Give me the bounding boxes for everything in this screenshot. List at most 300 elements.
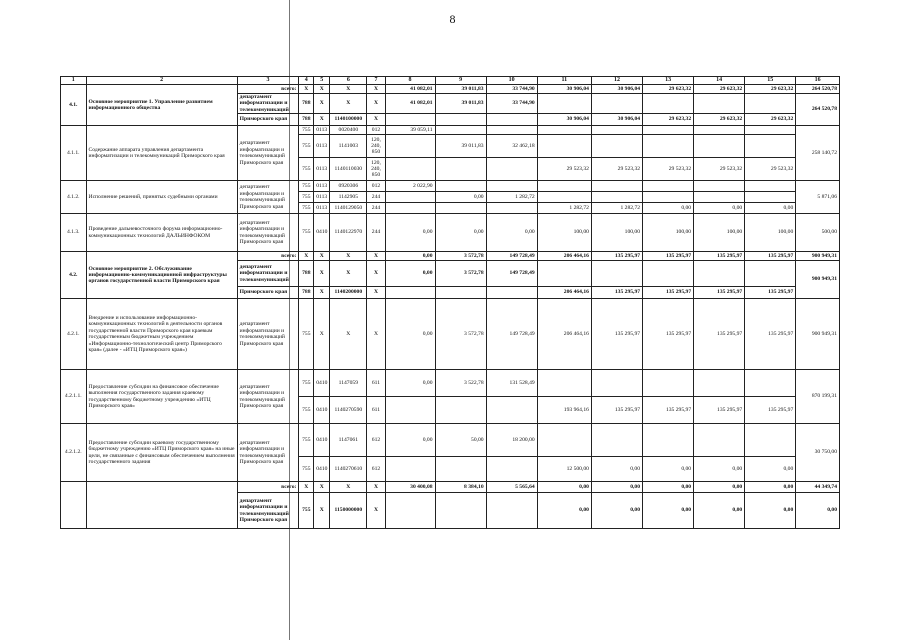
col-header: 9 xyxy=(435,77,486,85)
cell xyxy=(643,192,694,203)
cell xyxy=(486,457,537,482)
cell: 3 572,78 xyxy=(435,261,486,287)
cell: 755 xyxy=(299,126,314,135)
cell xyxy=(591,135,642,158)
cell: 264 520,78 xyxy=(796,93,840,125)
cell: 870 199,31 xyxy=(796,370,840,424)
cell: 788 xyxy=(299,261,314,287)
cell xyxy=(643,93,694,113)
cell: 29 523,32 xyxy=(643,158,694,181)
cell xyxy=(643,370,694,397)
col-header: 1 xyxy=(61,77,87,85)
cell: 131 528,49 xyxy=(486,370,537,397)
cell: 0,00 xyxy=(643,493,694,529)
total-label: всего: xyxy=(237,84,299,93)
activity-name: Проведение дальневосточного форума информационно-коммуникационных технологий ДАЛЬИНФОКОМ xyxy=(86,214,237,252)
cell: 149 728,49 xyxy=(486,261,537,287)
cell xyxy=(537,135,591,158)
cell xyxy=(591,370,642,397)
cell: 135 295,97 xyxy=(694,299,745,370)
cell: 50,00 xyxy=(435,424,486,457)
cell xyxy=(537,192,591,203)
col-header: 7 xyxy=(367,77,385,85)
row-number: 4.1.3. xyxy=(61,214,87,252)
cell: X xyxy=(299,252,314,261)
table-row xyxy=(61,214,840,252)
cell xyxy=(435,181,486,192)
cell: 39 059,11 xyxy=(385,126,435,135)
cell xyxy=(694,181,745,192)
cell: X xyxy=(330,299,367,370)
col-header: 13 xyxy=(643,77,694,85)
cell xyxy=(435,203,486,214)
cell: X xyxy=(367,93,385,113)
cell: 0113 xyxy=(314,135,330,158)
row-number xyxy=(61,482,87,529)
cell: 0920306 xyxy=(330,181,367,192)
table-row xyxy=(61,252,840,261)
cell: 755 xyxy=(299,370,314,397)
cell: 100,00 xyxy=(643,214,694,252)
cell: 135 295,97 xyxy=(643,299,694,370)
col-header: 5 xyxy=(314,77,330,85)
row-number: 4.1.1. xyxy=(61,126,87,181)
cell xyxy=(385,203,435,214)
cell xyxy=(591,126,642,135)
activity-name: Предоставление субсидии на финансовое обеспечение выполнения государственного задания краевому государственному бюджетному учреждению «ИТЦ Приморского края» xyxy=(86,370,237,424)
cell: 012 xyxy=(367,181,385,192)
cell: 900 949,31 xyxy=(796,252,840,261)
cell: 788 xyxy=(299,93,314,113)
cell: 29 523,32 xyxy=(745,158,796,181)
executor: департамент информатизации и телекоммуникаций xyxy=(237,93,299,113)
cell: 755 xyxy=(299,493,314,529)
cell: 0,00 xyxy=(745,482,796,493)
cell: 41 082,01 xyxy=(385,84,435,93)
cell: 244 xyxy=(367,192,385,203)
cell: 0,00 xyxy=(486,214,537,252)
activity-name xyxy=(86,482,237,529)
executor: департамент информатизации и телекоммуникаций Приморского края xyxy=(237,493,299,529)
cell: 32 462,18 xyxy=(486,135,537,158)
cell: 755 xyxy=(299,299,314,370)
cell: X xyxy=(314,287,330,299)
cell: 1140110030 xyxy=(330,158,367,181)
cell: 39 011,83 xyxy=(435,93,486,113)
cell: 135 295,97 xyxy=(591,287,642,299)
cell xyxy=(591,424,642,457)
cell: 0,00 xyxy=(385,299,435,370)
cell: 29 623,32 xyxy=(643,114,694,126)
cell xyxy=(694,424,745,457)
cell: X xyxy=(367,287,385,299)
cell: 755 xyxy=(299,203,314,214)
cell: X xyxy=(314,93,330,113)
cell xyxy=(694,370,745,397)
cell xyxy=(486,181,537,192)
cell: 0,00 xyxy=(537,482,591,493)
cell xyxy=(537,93,591,113)
cell: 1 282,72 xyxy=(591,203,642,214)
cell xyxy=(385,135,435,158)
cell: 100,00 xyxy=(591,214,642,252)
cell: 8 384,10 xyxy=(435,482,486,493)
cell xyxy=(385,287,435,299)
total-label: всего: xyxy=(237,252,299,261)
cell: X xyxy=(367,261,385,287)
row-number: 4.2.1.2. xyxy=(61,424,87,482)
cell xyxy=(537,181,591,192)
activity-name: Внедрение и использование информационно-коммуникационных технологий в деятельности органов государственной власти Приморского края краевым государственным бюджетным учреждением «Информационно-технологический центр Приморского края» (далее - «ИТЦ Приморского края») xyxy=(86,299,237,370)
cell xyxy=(745,135,796,158)
activity-name: Содержание аппарата управления департамента информатизации и телекоммуникаций Приморского края xyxy=(86,126,237,181)
cell: X xyxy=(367,482,385,493)
cell: 33 744,90 xyxy=(486,84,537,93)
cell: 29 623,32 xyxy=(694,84,745,93)
cell: 0113 xyxy=(314,126,330,135)
cell xyxy=(435,114,486,126)
col-header: 14 xyxy=(694,77,745,85)
cell xyxy=(385,158,435,181)
cell: 206 464,16 xyxy=(537,252,591,261)
cell: 0,00 xyxy=(745,203,796,214)
cell: 0,00 xyxy=(643,482,694,493)
cell: 30 906,04 xyxy=(591,84,642,93)
col-header: 4 xyxy=(299,77,314,85)
cell: 0,00 xyxy=(745,457,796,482)
cell: 149 728,49 xyxy=(486,299,537,370)
cell xyxy=(591,93,642,113)
cell: 264 520,78 xyxy=(796,84,840,93)
cell: 5 565,64 xyxy=(486,482,537,493)
table-row xyxy=(61,482,840,493)
cell: 0,00 xyxy=(694,493,745,529)
executor: департамент информатизации и телекоммуникаций Приморского края xyxy=(237,370,299,424)
cell: 612 xyxy=(367,424,385,457)
cell: 135 295,97 xyxy=(745,252,796,261)
cell: 135 295,97 xyxy=(643,397,694,424)
cell: X xyxy=(314,482,330,493)
executor: департамент информатизации и телекоммуникаций Приморского края xyxy=(237,181,299,214)
cell xyxy=(643,126,694,135)
cell: 755 xyxy=(299,135,314,158)
cell: 612 xyxy=(367,457,385,482)
cell: 244 xyxy=(367,203,385,214)
cell: 611 xyxy=(367,370,385,397)
cell: 0,00 xyxy=(643,203,694,214)
cell: 755 xyxy=(299,158,314,181)
cell: 3 522,78 xyxy=(435,370,486,397)
cell xyxy=(435,158,486,181)
executor: департамент информатизации и телекоммуникаций Приморского края xyxy=(237,214,299,252)
col-header: 15 xyxy=(745,77,796,85)
cell: X xyxy=(314,252,330,261)
cell xyxy=(537,126,591,135)
cell: 0,00 xyxy=(591,457,642,482)
budget-table xyxy=(60,76,840,529)
cell: 0410 xyxy=(314,214,330,252)
page-number: 8 xyxy=(449,12,456,26)
cell: 149 728,49 xyxy=(486,252,537,261)
cell: 1140100000 xyxy=(330,114,367,126)
cell: 29 623,32 xyxy=(745,114,796,126)
executor: Приморского края xyxy=(237,114,299,126)
cell: 29 523,32 xyxy=(537,158,591,181)
cell: 0113 xyxy=(314,181,330,192)
cell: 30 750,00 xyxy=(796,424,840,482)
cell: 755 xyxy=(299,424,314,457)
cell: 244 xyxy=(367,214,385,252)
cell: 0,00 xyxy=(694,482,745,493)
cell: 120, 240, 850 xyxy=(367,158,385,181)
cell: 29 523,32 xyxy=(591,158,642,181)
cell: 1147061 xyxy=(330,424,367,457)
cell: 0,00 xyxy=(385,252,435,261)
col-header: 16 xyxy=(796,77,840,85)
activity-name: Основное мероприятие 2. Обслуживание информационно-коммуникационной инфраструктуры органов государственной власти Приморского края xyxy=(86,252,237,299)
cell: 30 400,08 xyxy=(385,482,435,493)
activity-name: Исполнение решений, принятых судебными органами xyxy=(86,181,237,214)
cell xyxy=(591,192,642,203)
cell: 30 906,04 xyxy=(591,114,642,126)
column-number-row xyxy=(61,77,840,85)
cell: 2 022,90 xyxy=(385,181,435,192)
cell xyxy=(435,397,486,424)
cell: 44 349,74 xyxy=(796,482,840,493)
cell xyxy=(745,370,796,397)
cell: 135 295,97 xyxy=(694,252,745,261)
cell: 0,00 xyxy=(435,192,486,203)
cell: 755 xyxy=(299,457,314,482)
cell: 0,00 xyxy=(591,493,642,529)
cell xyxy=(745,261,796,287)
cell: 0,00 xyxy=(385,214,435,252)
cell: 755 xyxy=(299,192,314,203)
cell: X xyxy=(330,252,367,261)
cell: 1140129050 xyxy=(330,203,367,214)
cell: 0,00 xyxy=(796,493,840,529)
table-row xyxy=(61,424,840,457)
cell xyxy=(591,181,642,192)
row-number: 4.2.1.1. xyxy=(61,370,87,424)
cell xyxy=(486,287,537,299)
cell: 206 464,16 xyxy=(537,287,591,299)
cell xyxy=(435,493,486,529)
cell: 1 282,72 xyxy=(537,203,591,214)
cell xyxy=(694,135,745,158)
cell: X xyxy=(314,493,330,529)
cell xyxy=(435,126,486,135)
activity-name: Предоставление субсидии краевому государственному бюджетному учреждению «ИТЦ Приморского края» на иные цели, не связанные с финансовым обеспечением выполнения государственного задания xyxy=(86,424,237,482)
cell: 29 623,32 xyxy=(643,84,694,93)
cell xyxy=(435,287,486,299)
cell: 1142905 xyxy=(330,192,367,203)
cell xyxy=(486,158,537,181)
cell xyxy=(643,181,694,192)
cell xyxy=(537,370,591,397)
cell: 135 295,97 xyxy=(745,299,796,370)
cell xyxy=(435,457,486,482)
col-header: 3 xyxy=(237,77,299,85)
cell xyxy=(643,135,694,158)
cell: X xyxy=(367,299,385,370)
activity-name: Основное мероприятие 1. Управление развитием информационного общества xyxy=(86,84,237,125)
cell xyxy=(694,261,745,287)
cell: 39 011,83 xyxy=(435,135,486,158)
cell xyxy=(745,181,796,192)
cell: X xyxy=(314,84,330,93)
cell: 100,00 xyxy=(745,214,796,252)
cell: 788 xyxy=(299,114,314,126)
cell: 29 623,32 xyxy=(745,84,796,93)
cell: 33 744,90 xyxy=(486,93,537,113)
cell: 193 964,16 xyxy=(537,397,591,424)
cell: 1140122970 xyxy=(330,214,367,252)
cell: 135 295,97 xyxy=(643,252,694,261)
cell: X xyxy=(367,114,385,126)
cell: 0113 xyxy=(314,203,330,214)
table-row xyxy=(61,370,840,397)
cell: X xyxy=(314,261,330,287)
cell: X xyxy=(299,482,314,493)
cell: 900 949,31 xyxy=(796,261,840,299)
cell xyxy=(537,261,591,287)
cell: 611 xyxy=(367,397,385,424)
row-number: 4.2. xyxy=(61,252,87,299)
cell: 258 140,72 xyxy=(796,126,840,181)
cell: 135 295,97 xyxy=(694,397,745,424)
cell xyxy=(385,397,435,424)
col-header: 2 xyxy=(86,77,237,85)
cell: X xyxy=(367,493,385,529)
cell: 206 464,16 xyxy=(537,299,591,370)
cell: X xyxy=(330,482,367,493)
cell: 100,00 xyxy=(537,214,591,252)
cell: 1140270610 xyxy=(330,457,367,482)
total-label: всего: xyxy=(237,482,299,493)
cell: 135 295,97 xyxy=(745,397,796,424)
table-row xyxy=(61,299,840,370)
cell: 0113 xyxy=(314,158,330,181)
cell: X xyxy=(367,252,385,261)
executor: департамент информатизации и телекоммуникаций Приморского края xyxy=(237,299,299,370)
cell: 0,00 xyxy=(537,493,591,529)
col-header: 6 xyxy=(330,77,367,85)
cell xyxy=(486,203,537,214)
row-number: 4.2.1. xyxy=(61,299,87,370)
col-header: 8 xyxy=(385,77,435,85)
cell: 135 295,97 xyxy=(643,287,694,299)
cell xyxy=(643,261,694,287)
cell: 100,00 xyxy=(694,214,745,252)
executor: департамент информатизации и телекоммуникаций xyxy=(237,261,299,287)
cell: 135 295,97 xyxy=(591,252,642,261)
cell: X xyxy=(314,299,330,370)
cell xyxy=(745,424,796,457)
cell: 012 xyxy=(367,126,385,135)
table-row xyxy=(61,84,840,93)
cell xyxy=(385,192,435,203)
cell: 120, 240, 850 xyxy=(367,135,385,158)
cell: 0,00 xyxy=(385,424,435,457)
cell: X xyxy=(299,84,314,93)
cell: 30 906,04 xyxy=(537,84,591,93)
table-row xyxy=(61,181,840,192)
cell: 755 xyxy=(299,181,314,192)
cell xyxy=(486,493,537,529)
row-number: 4.1.2. xyxy=(61,181,87,214)
cell: 0,00 xyxy=(643,457,694,482)
cell: X xyxy=(330,93,367,113)
cell: 135 295,97 xyxy=(745,287,796,299)
executor: департамент информатизации и телекоммуникаций Приморского края xyxy=(237,424,299,482)
cell xyxy=(643,424,694,457)
cell: 0410 xyxy=(314,397,330,424)
cell xyxy=(385,457,435,482)
cell: 12 500,00 xyxy=(537,457,591,482)
executor: Приморского края xyxy=(237,287,299,299)
cell: 5 871,06 xyxy=(796,181,840,214)
cell: 1140200000 xyxy=(330,287,367,299)
cell: 0410 xyxy=(314,424,330,457)
cell: X xyxy=(330,84,367,93)
cell xyxy=(486,114,537,126)
cell: X xyxy=(367,84,385,93)
col-header: 10 xyxy=(486,77,537,85)
cell: 0,00 xyxy=(385,370,435,397)
cell: 39 011,83 xyxy=(435,84,486,93)
cell: 3 572,78 xyxy=(435,252,486,261)
cell: 0,00 xyxy=(385,261,435,287)
cell: 0020400 xyxy=(330,126,367,135)
cell: 0410 xyxy=(314,370,330,397)
cell xyxy=(537,424,591,457)
cell xyxy=(745,93,796,113)
cell xyxy=(694,192,745,203)
cell xyxy=(385,114,435,126)
cell xyxy=(385,493,435,529)
cell xyxy=(694,126,745,135)
col-header: 11 xyxy=(537,77,591,85)
cell: 1147059 xyxy=(330,370,367,397)
executor: департамент информатизации и телекоммуникаций Приморского края xyxy=(237,126,299,181)
cell: 18 200,00 xyxy=(486,424,537,457)
row-number: 4.1. xyxy=(61,84,87,125)
cell: 900 949,31 xyxy=(796,299,840,370)
cell: 3 572,78 xyxy=(435,299,486,370)
col-header: 12 xyxy=(591,77,642,85)
cell: 135 295,97 xyxy=(694,287,745,299)
cell: 1150000000 xyxy=(330,493,367,529)
cell xyxy=(591,261,642,287)
cell xyxy=(486,397,537,424)
cell: 788 xyxy=(299,287,314,299)
cell: 29 523,32 xyxy=(694,158,745,181)
cell: 755 xyxy=(299,214,314,252)
cell: 0410 xyxy=(314,457,330,482)
cell: 500,00 xyxy=(796,214,840,252)
cell: 135 295,97 xyxy=(591,397,642,424)
cell: 0113 xyxy=(314,192,330,203)
cell: 135 295,97 xyxy=(591,299,642,370)
cell: 0,00 xyxy=(694,203,745,214)
cell: 41 082,01 xyxy=(385,93,435,113)
cell: 0,00 xyxy=(745,493,796,529)
cell: X xyxy=(314,114,330,126)
cell xyxy=(694,93,745,113)
cell xyxy=(486,126,537,135)
cell xyxy=(745,192,796,203)
